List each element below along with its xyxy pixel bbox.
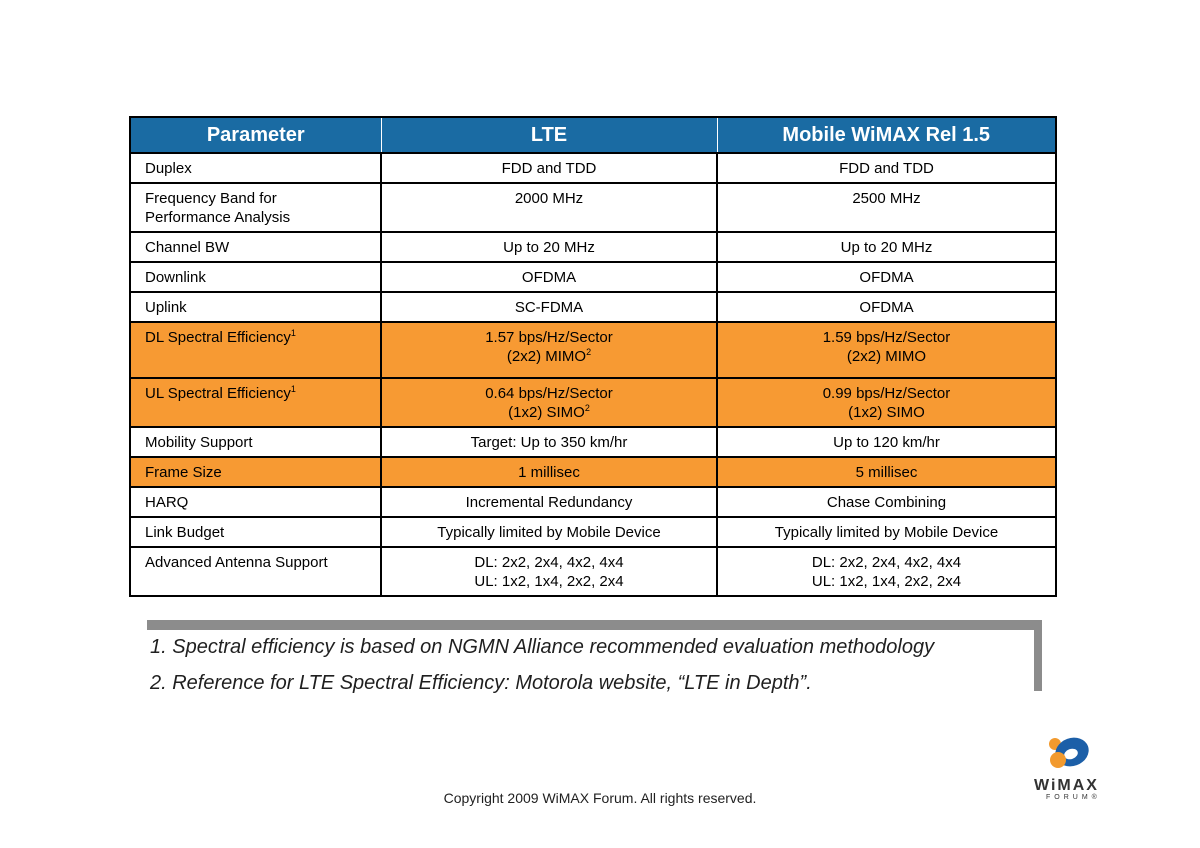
cell-text <box>145 463 374 482</box>
param-cell <box>130 487 381 517</box>
table-row <box>130 427 1056 457</box>
cell-text-value: (1x2) SIMO <box>508 404 585 421</box>
cell-text-value: DL: 2x2, 2x4, 4x2, 4x4 <box>811 554 962 571</box>
footnote-marker: 2 <box>584 403 590 413</box>
cell-text <box>724 463 1049 482</box>
cell-text-value: Up to 20 MHz <box>503 239 595 256</box>
comparison-table <box>129 116 1057 597</box>
cell-text-value: UL Spectral Efficiency <box>145 385 291 402</box>
table-row <box>130 547 1056 596</box>
cell-text <box>724 347 1049 366</box>
cell-text <box>388 572 710 591</box>
cell-text-value: Incremental Redundancy <box>465 494 633 511</box>
lte-cell <box>381 517 717 547</box>
cell-text-value: HARQ <box>145 494 189 511</box>
cell-text-value: UL: 1x2, 1x4, 2x2, 2x4 <box>474 573 624 590</box>
cell-text <box>388 523 710 542</box>
cell-text <box>145 238 374 257</box>
cell-text-value: (1x2) SIMO <box>848 404 925 421</box>
cell-text <box>388 493 710 512</box>
cell-text-value: SC-FDMA <box>514 299 584 316</box>
lte-cell <box>381 378 717 427</box>
cell-text-value: (2x2) MIMO <box>506 348 587 365</box>
lte-cell <box>381 487 717 517</box>
cell-text <box>388 347 710 366</box>
cell-text <box>724 433 1049 452</box>
param-cell <box>130 457 381 487</box>
cell-text <box>724 553 1049 572</box>
cell-text <box>388 328 710 347</box>
cell-text <box>724 572 1049 591</box>
cell-text <box>388 268 710 287</box>
wimax-cell <box>717 153 1056 183</box>
lte-cell <box>381 262 717 292</box>
cell-text <box>388 433 710 452</box>
logo-forum-text: FORUM® <box>1046 794 1101 801</box>
cell-text-value: 2000 MHz <box>514 190 584 207</box>
cell-text-value: OFDMA <box>859 299 914 316</box>
cell-text-value: Channel BW <box>145 239 230 256</box>
cell-text-value: Downlink <box>145 269 206 286</box>
table-row <box>130 487 1056 517</box>
logo-wordmark: WiMAX <box>1034 777 1099 794</box>
table-row <box>130 262 1056 292</box>
table-row <box>130 183 1056 232</box>
cell-text-value: Uplink <box>145 299 187 316</box>
cell-text <box>145 268 374 287</box>
table-row <box>130 153 1056 183</box>
cell-text <box>724 189 1049 208</box>
cell-text <box>724 268 1049 287</box>
lte-cell <box>381 547 717 596</box>
cell-text <box>724 493 1049 512</box>
notes-top-bar <box>147 620 1042 630</box>
cell-text <box>388 463 710 482</box>
cell-text <box>145 328 374 347</box>
wimax-cell <box>717 547 1056 596</box>
wimax-cell <box>717 322 1056 378</box>
wimax-cell <box>717 292 1056 322</box>
cell-text <box>388 189 710 208</box>
cell-text-value: (2x2) MIMO <box>846 348 927 365</box>
cell-text-value: Performance Analysis <box>145 209 291 226</box>
notes-side-bar <box>1034 620 1042 691</box>
cell-text-value: Frame Size <box>145 464 222 481</box>
param-cell <box>130 427 381 457</box>
table-row <box>130 457 1056 487</box>
cell-text <box>145 493 374 512</box>
cell-text <box>145 208 374 227</box>
copyright-text: Copyright 2009 WiMAX Forum. All rights reserved. <box>443 790 757 806</box>
cell-text <box>388 159 710 178</box>
cell-text <box>724 403 1049 422</box>
header-parameter: Parameter <box>130 117 381 153</box>
wimax-cell <box>717 457 1056 487</box>
lte-cell <box>381 292 717 322</box>
header-lte: LTE <box>381 117 717 153</box>
cell-text <box>388 238 710 257</box>
cell-text-value: 1.59 bps/Hz/Sector <box>822 329 951 346</box>
wimax-cell <box>717 487 1056 517</box>
param-cell <box>130 322 381 378</box>
cell-text <box>388 553 710 572</box>
wimax-cell <box>717 378 1056 427</box>
cell-text-value: Link Budget <box>145 524 225 541</box>
cell-text-value: DL Spectral Efficiency <box>145 329 291 346</box>
lte-cell <box>381 322 717 378</box>
param-cell <box>130 183 381 232</box>
cell-text-value: 1 millisec <box>518 464 580 481</box>
table-row <box>130 292 1056 322</box>
cell-text <box>724 238 1049 257</box>
cell-text <box>388 298 710 317</box>
param-cell <box>130 378 381 427</box>
header-wimax: Mobile WiMAX Rel 1.5 <box>717 117 1056 153</box>
cell-text <box>145 298 374 317</box>
cell-text-value: 0.64 bps/Hz/Sector <box>485 385 613 402</box>
cell-text-value: 2500 MHz <box>852 190 921 207</box>
cell-text-value: FDD and TDD <box>839 160 934 177</box>
lte-cell <box>381 232 717 262</box>
cell-text-value: OFDMA <box>859 269 914 286</box>
cell-text-value: 0.99 bps/Hz/Sector <box>822 385 951 402</box>
cell-text-value: 1.57 bps/Hz/Sector <box>485 329 613 346</box>
wimax-cell <box>717 232 1056 262</box>
lte-cell <box>381 153 717 183</box>
table-header-row <box>130 117 1056 153</box>
footnote-marker: 1 <box>290 328 296 338</box>
footnote-marker: 2 <box>586 347 592 357</box>
lte-cell <box>381 457 717 487</box>
cell-text-value: UL: 1x2, 1x4, 2x2, 2x4 <box>811 573 962 590</box>
wimax-cell <box>717 517 1056 547</box>
cell-text <box>724 384 1049 403</box>
cell-text-value: Typically limited by Mobile Device <box>437 524 661 541</box>
cell-text-value: Chase Combining <box>826 494 947 511</box>
param-cell <box>130 517 381 547</box>
cell-text <box>388 384 710 403</box>
cell-text <box>388 403 710 422</box>
param-cell <box>130 292 381 322</box>
table-row <box>130 322 1056 378</box>
cell-text <box>724 159 1049 178</box>
cell-text-value: Duplex <box>145 160 192 177</box>
cell-text-value: FDD and TDD <box>501 160 597 177</box>
param-cell <box>130 547 381 596</box>
cell-text-value: Up to 20 MHz <box>840 239 933 256</box>
cell-text-value: DL: 2x2, 2x4, 4x2, 4x4 <box>474 554 624 571</box>
cell-text-value: Target: Up to 350 km/hr <box>470 434 628 451</box>
wimax-cell <box>717 427 1056 457</box>
footnote-1: 1. Spectral efficiency is based on NGMN Alliance recommended evaluation methodology <box>150 636 935 658</box>
wimax-cell <box>717 183 1056 232</box>
cell-text <box>145 433 374 452</box>
cell-text <box>145 553 374 572</box>
cell-text-value: 5 millisec <box>855 464 918 481</box>
table-row <box>130 232 1056 262</box>
cell-text <box>724 328 1049 347</box>
lte-cell <box>381 427 717 457</box>
table-row <box>130 378 1056 427</box>
cell-text-value: Frequency Band for <box>145 190 277 207</box>
cell-text <box>724 298 1049 317</box>
cell-text <box>145 159 374 178</box>
wimax-cell <box>717 262 1056 292</box>
cell-text <box>145 189 374 208</box>
footnote-2: 2. Reference for LTE Spectral Efficiency: Motorola website, “LTE in Depth”. <box>150 672 812 694</box>
cell-text-value: Advanced Antenna Support <box>145 554 328 571</box>
cell-text <box>724 523 1049 542</box>
cell-text-value: Up to 120 km/hr <box>833 434 940 451</box>
cell-text <box>145 384 374 403</box>
param-cell <box>130 232 381 262</box>
table-row <box>130 517 1056 547</box>
footnote-marker: 1 <box>290 384 296 394</box>
cell-text-value: Typically limited by Mobile Device <box>774 524 999 541</box>
lte-cell <box>381 183 717 232</box>
cell-text-value: OFDMA <box>521 269 577 286</box>
param-cell <box>130 153 381 183</box>
cell-text-value: Mobility Support <box>145 434 253 451</box>
cell-text <box>145 523 374 542</box>
param-cell <box>130 262 381 292</box>
